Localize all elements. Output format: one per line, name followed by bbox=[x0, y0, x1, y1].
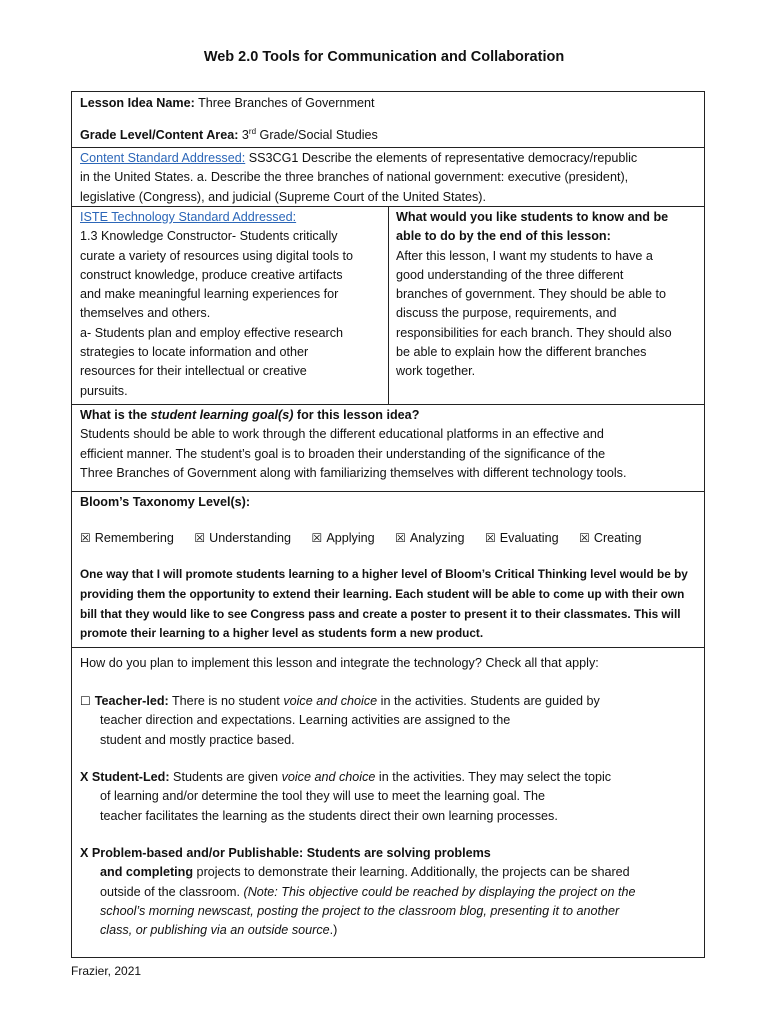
problem-based-note: school’s morning newscast, posting the project to the classroom blog, presenting it to another bbox=[100, 903, 620, 918]
bloom-line: providing them the opportunity to extend their learning. Each student will be able to come up with their own bbox=[80, 586, 685, 601]
iste-line: construct knowledge, produce creative artifacts bbox=[80, 267, 343, 282]
goal-question-prefix: What is the bbox=[80, 408, 151, 422]
problem-based-text: projects to demonstrate their learning. Additionally, the projects can be shared bbox=[193, 865, 630, 880]
divider bbox=[72, 491, 704, 492]
goal-question-emphasis: student learning goal(s) bbox=[150, 408, 294, 422]
iste-line: resources for their intellectual or creative bbox=[80, 364, 307, 379]
bloom-level-analyzing[interactable] bbox=[395, 529, 464, 548]
iste-line: a- Students plan and employ effective research bbox=[80, 325, 343, 340]
bloom-level-label: Understanding bbox=[209, 531, 292, 545]
content-standard-label: Content Standard Addressed: bbox=[80, 151, 246, 165]
iste-label: ISTE Technology Standard Addressed: bbox=[80, 210, 297, 224]
grade-value: Grade/Social Studies bbox=[259, 128, 378, 143]
student-led-text: Students are given bbox=[169, 770, 282, 784]
content-standard-line: in the United States. a. Describe the three branches of national government: executive (president), bbox=[80, 170, 629, 185]
goal-line: Students should be able to work through the different educational platforms in an effective and bbox=[80, 427, 604, 442]
content-standard-line: SS3CG1 Describe the elements of representative democracy/republic bbox=[248, 151, 638, 165]
problem-based-label: X Problem-based and/or Publishable: Students are solving problems bbox=[80, 846, 491, 860]
know-label: able to do by the end of this lesson: bbox=[396, 229, 611, 244]
goal-question-suffix: for this lesson idea? bbox=[293, 408, 420, 422]
bloom-line: promote their learning to a higher level as students form a new product. bbox=[80, 626, 484, 641]
learning-goal bbox=[80, 406, 700, 483]
checkbox-icon: ☒ bbox=[194, 531, 206, 545]
option-teacher-led[interactable] bbox=[80, 692, 704, 750]
grade-label: Grade Level/Content Area: bbox=[80, 128, 239, 143]
checkbox-icon: ☒ bbox=[485, 531, 496, 545]
column-divider bbox=[388, 206, 389, 404]
know-line: good understanding of the three different bbox=[396, 267, 624, 282]
page-title: Web 2.0 Tools for Communication and Collaboration bbox=[203, 49, 565, 65]
footer-credit: Frazier, 2021 bbox=[71, 964, 142, 978]
goal-line: Three Branches of Government along with familiarizing themselves with different technology tools. bbox=[80, 465, 627, 480]
iste-standard bbox=[80, 208, 385, 401]
know-label: What would you like students to know and be bbox=[396, 210, 669, 224]
checkbox-icon: ☒ bbox=[80, 531, 91, 545]
bloom-level-evaluating[interactable] bbox=[485, 529, 559, 548]
checkbox-icon: ☒ bbox=[311, 531, 323, 545]
content-standard-line: legislative (Congress), and judicial (Supreme Court of the United States). bbox=[80, 189, 486, 204]
lesson-table bbox=[71, 91, 705, 958]
grade-line bbox=[80, 122, 378, 145]
know-line: After this lesson, I want my students to have a bbox=[396, 248, 653, 263]
bloom-line: bill that they would like to see Congress pass and create a poster to present it to their classmates. This will bbox=[80, 606, 681, 621]
checkbox-icon: ☒ bbox=[579, 531, 590, 545]
divider bbox=[72, 647, 704, 648]
student-led-emphasis: voice and choice bbox=[281, 770, 376, 784]
student-led-line: teacher facilitates the learning as the students direct their own learning processes. bbox=[100, 808, 558, 823]
option-student-led[interactable] bbox=[80, 768, 704, 826]
bloom-level-label: Applying bbox=[326, 531, 375, 545]
checkbox-icon: ☐ bbox=[80, 694, 91, 708]
teacher-led-emphasis: voice and choice bbox=[283, 694, 378, 708]
bloom-label: Bloom’s Taxonomy Level(s): bbox=[80, 495, 251, 509]
bloom-level-label: Evaluating bbox=[499, 531, 559, 545]
bloom-level-understanding[interactable] bbox=[194, 529, 291, 548]
bloom-level-remembering[interactable] bbox=[80, 529, 174, 548]
checkbox-icon: ☒ bbox=[395, 531, 406, 545]
know-line: discuss the purpose, requirements, and bbox=[396, 306, 617, 321]
know-line: work together. bbox=[396, 364, 476, 379]
teacher-led-line: teacher direction and expectations. Learning activities are assigned to the bbox=[100, 713, 511, 728]
teacher-led-line: student and mostly practice based. bbox=[100, 732, 295, 747]
lesson-name-value: Three Branches of Government bbox=[198, 96, 375, 110]
bloom-level-creating[interactable] bbox=[579, 529, 641, 548]
bloom-line: One way that I will promote students learning to a higher level of Bloom’s Critical Thinking level would be by bbox=[80, 567, 688, 581]
teacher-led-text: There is no student bbox=[168, 694, 284, 708]
problem-based-note: class, or publishing via an outside source bbox=[100, 923, 330, 938]
bloom-explanation bbox=[80, 565, 704, 644]
bloom-level-applying[interactable] bbox=[312, 529, 375, 548]
teacher-led-text: in the activities. Students are guided by bbox=[377, 694, 600, 708]
bloom-level-label: Analyzing bbox=[409, 531, 465, 545]
iste-line: strategies to locate information and other bbox=[80, 345, 309, 360]
grade-suffix: rd bbox=[248, 127, 257, 136]
divider bbox=[72, 404, 704, 405]
bloom-level-label: Remembering bbox=[94, 531, 174, 545]
problem-based-note: (Note: This objective could be reached by displaying the project on the bbox=[243, 884, 636, 899]
lesson-name-label: Lesson Idea Name: bbox=[80, 96, 195, 110]
problem-based-text: .) bbox=[329, 923, 338, 938]
iste-line: and make meaningful learning experiences for bbox=[80, 287, 339, 302]
goal-question bbox=[80, 406, 700, 425]
student-led-line: of learning and/or determine the tool they will use to meet the learning goal. The bbox=[100, 789, 546, 804]
goal-line: efficient manner. The student’s goal is to broaden their understanding of the significance of the bbox=[80, 446, 606, 461]
grade-number: 3 bbox=[241, 128, 249, 143]
teacher-led-label: Teacher-led: bbox=[94, 694, 169, 708]
know-section bbox=[396, 208, 702, 382]
student-led-label: X Student-Led: bbox=[80, 770, 170, 784]
problem-based-text: outside of the classroom. bbox=[100, 884, 244, 899]
divider bbox=[72, 147, 704, 148]
know-line: responsibilities for each branch. They should also bbox=[396, 325, 672, 340]
implement-question: How do you plan to implement this lesson and integrate the technology? Check all that apply: bbox=[80, 656, 599, 670]
iste-line: pursuits. bbox=[80, 383, 128, 398]
problem-based-bold: and completing bbox=[100, 865, 194, 880]
lesson-name-line bbox=[80, 94, 374, 113]
iste-line: themselves and others. bbox=[80, 306, 211, 321]
bloom-level-label: Creating bbox=[593, 531, 642, 545]
content-standard bbox=[80, 149, 700, 207]
iste-line: 1.3 Knowledge Constructor- Students critically bbox=[80, 229, 338, 244]
know-line: be able to explain how the different branches bbox=[396, 345, 647, 360]
bloom-levels bbox=[80, 529, 700, 548]
know-line: branches of government. They should be able to bbox=[396, 287, 667, 302]
iste-line: curate a variety of resources using digital tools to bbox=[80, 248, 354, 263]
option-problem-based[interactable] bbox=[80, 844, 704, 940]
student-led-text: in the activities. They may select the topic bbox=[375, 770, 612, 784]
